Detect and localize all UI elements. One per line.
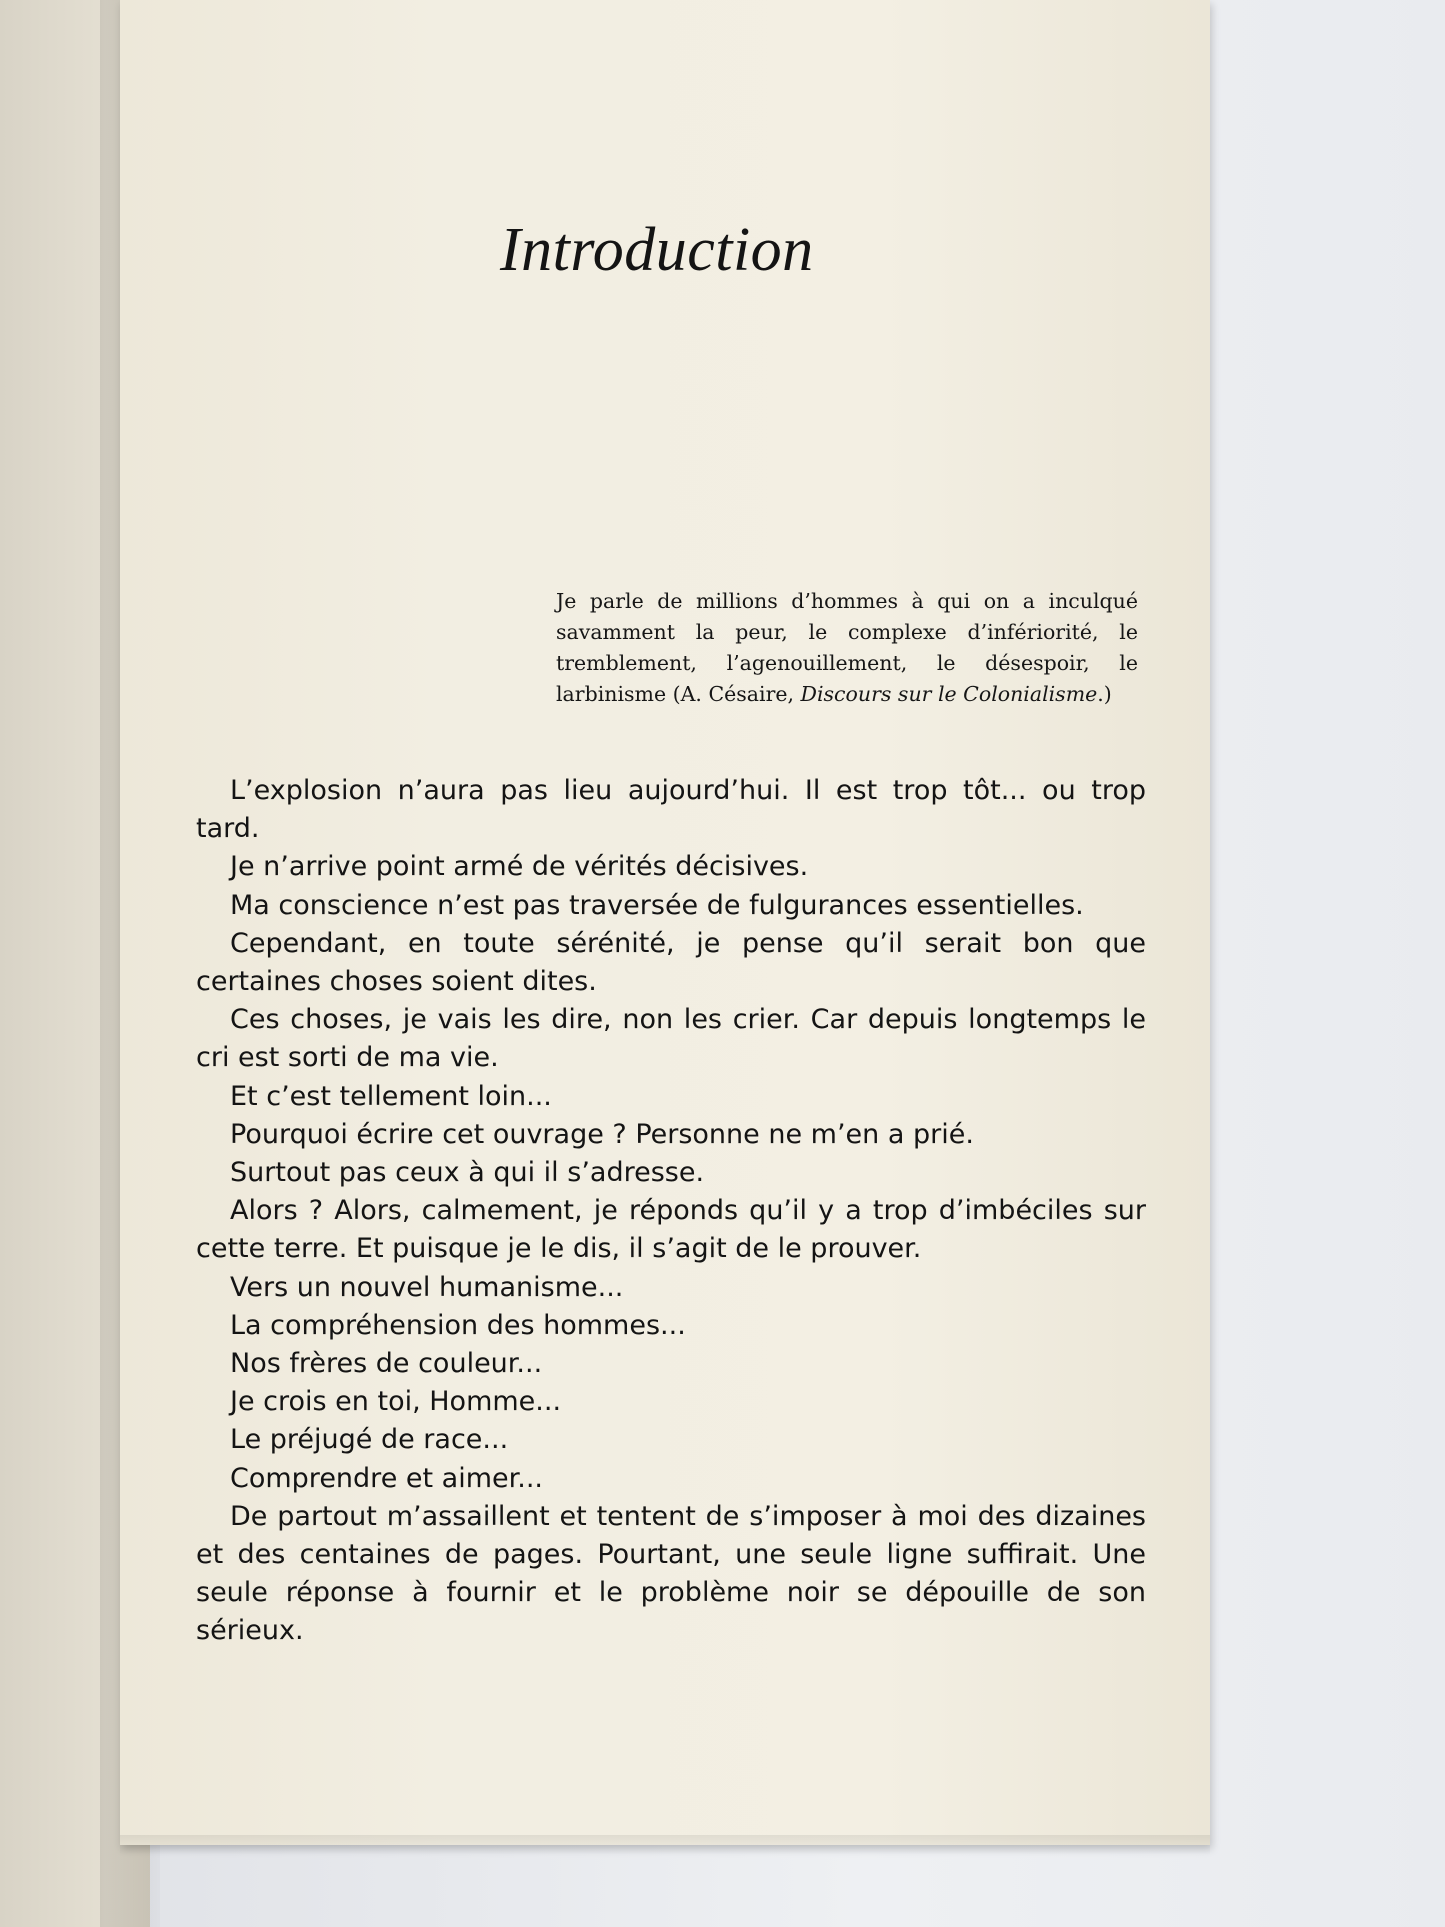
paragraph: Pourquoi écrire cet ouvrage ? Personne ne m’en a prié. [230, 1118, 974, 1150]
paragraph: Nos frères de couleur... [230, 1348, 543, 1380]
epigraph-closing: .) [1097, 682, 1112, 706]
paragraph: Le préjugé de race... [230, 1424, 509, 1456]
paragraph: Ma conscience n’est pas traversée de fulgurances essentielles. [230, 889, 1084, 921]
epigraph [556, 586, 1138, 710]
paragraph: Vers un nouvel humanisme... [230, 1271, 624, 1303]
paragraph: Comprendre et aimer... [230, 1462, 543, 1494]
paragraph: Ces choses, je vais les dire, non les crier. Car depuis longtemps le cri est sorti de ma vie. [196, 1004, 1146, 1074]
paragraph: Je n’arrive point armé de vérités décisives. [230, 851, 809, 883]
paragraph: La compréhension des hommes... [230, 1309, 686, 1341]
epigraph-source-title: Discours sur le Colonialisme [800, 682, 1098, 706]
paragraph: De partout m’assaillent et tentent de s’imposer à moi des dizaines et des centaines de pages. Pourtant, une seule ligne suffirait. Une seule réponse à fournir et le problème noir se dépouille de son sérieux. [196, 1500, 1146, 1647]
paragraph: Et c’est tellement loin... [230, 1080, 552, 1112]
paragraph: Alors ? Alors, calmement, je réponds qu’il y a trop d’imbéciles sur cette terre. Et puisque je le dis, il s’agit de le prouver. [196, 1195, 1146, 1265]
paragraph: Je crois en toi, Homme... [230, 1386, 562, 1418]
epigraph-text: Je parle de millions d’hommes à qui on a inculqué savamment la peur, le complexe d’infériorité, le tremblement, l’agenouillement, le désespoir, le larbinisme (A. Césaire, [556, 589, 1138, 706]
body-text [196, 772, 1146, 1651]
paragraph: Cependant, en toute sérénité, je pense qu’il serait bon que certaines choses soient dites. [196, 927, 1146, 998]
paragraph: Surtout pas ceux à qui il s’adresse. [230, 1157, 705, 1189]
page-bottom-shadow [120, 1835, 1210, 1855]
paragraph: L’explosion n’aura pas lieu aujourd’hui. Il est trop tôt... ou trop tard. [196, 775, 1146, 845]
chapter-title: Introduction [500, 216, 814, 284]
